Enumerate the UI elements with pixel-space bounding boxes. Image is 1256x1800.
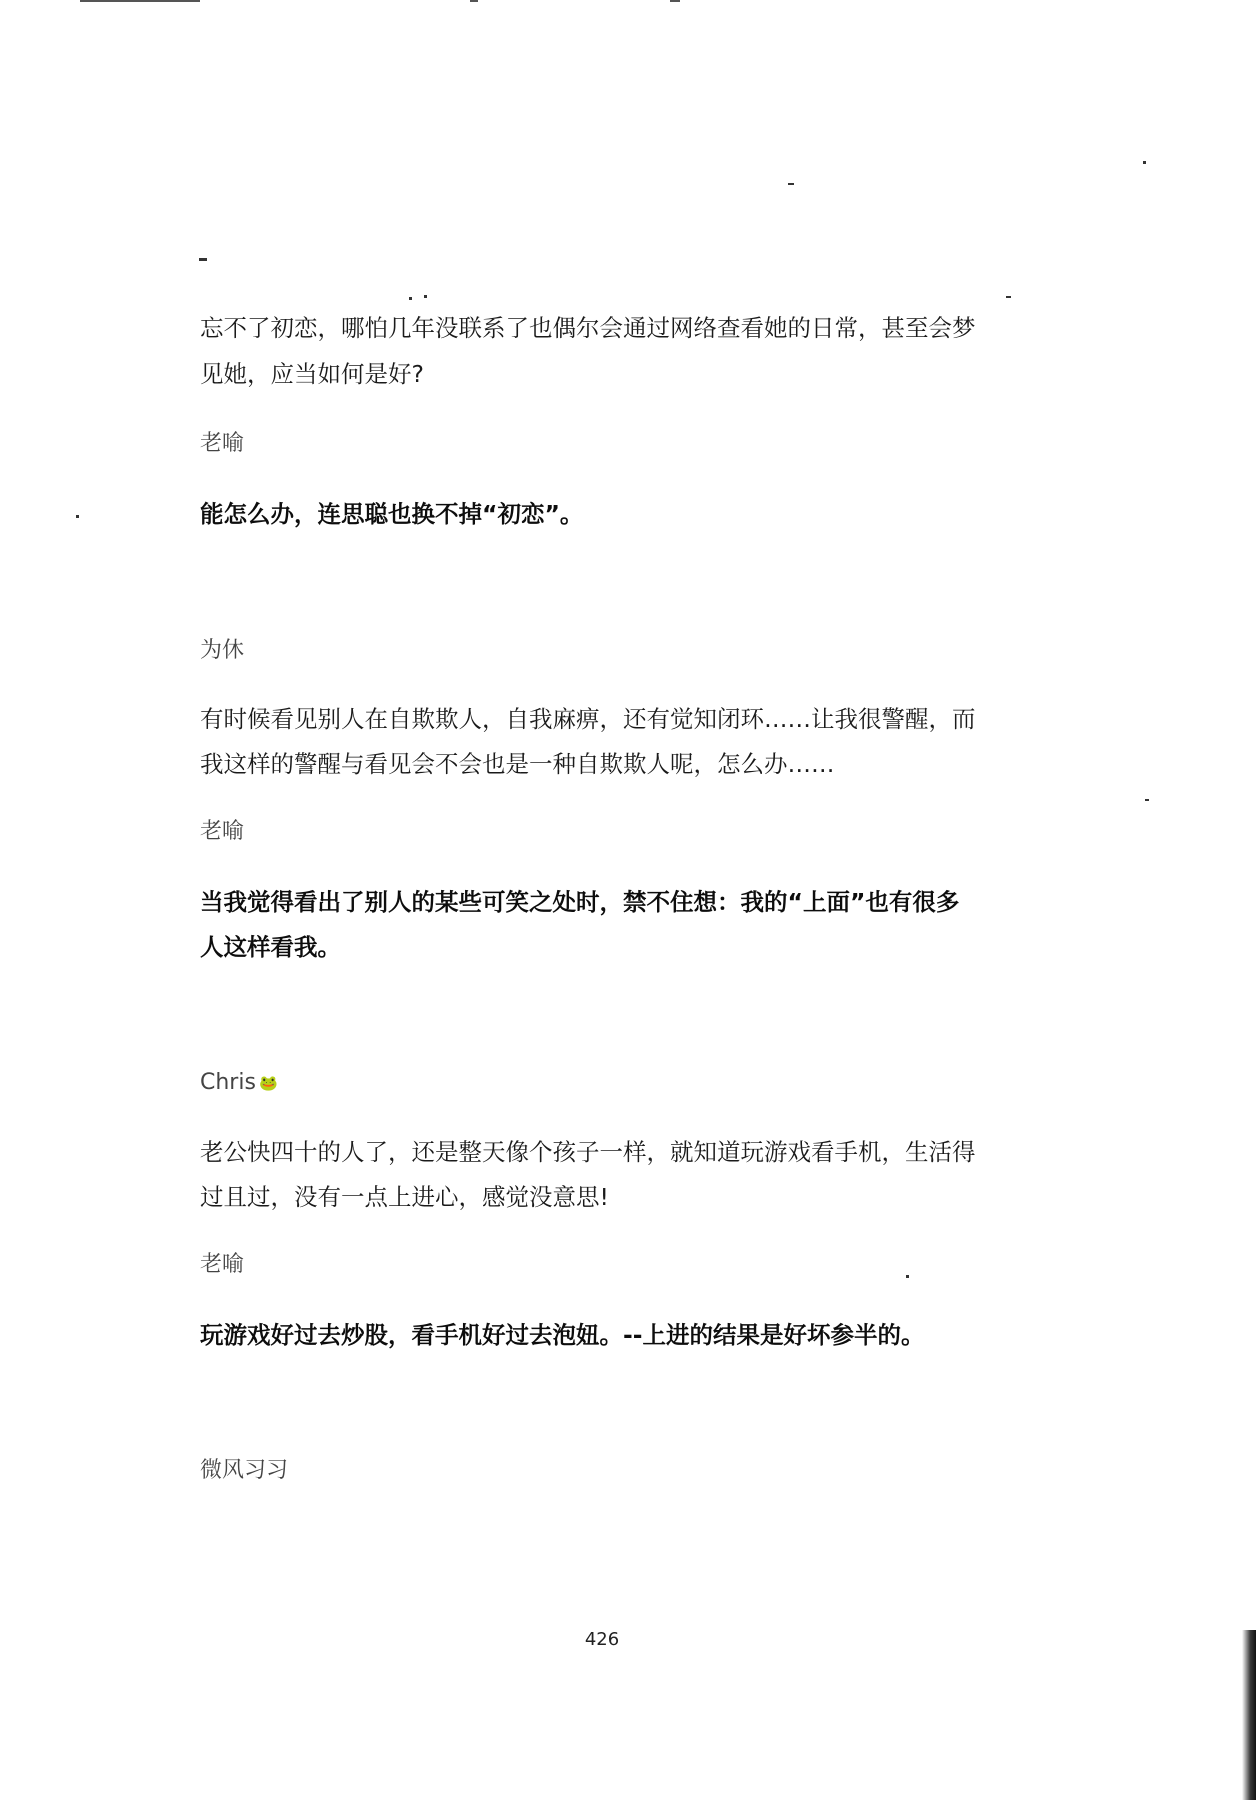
scan-speck bbox=[199, 258, 207, 261]
question-line: 我这样的警醒与看见会不会也是一种自欺欺人呢，怎么办…… bbox=[200, 750, 835, 778]
question-line: 见她，应当如何是好? bbox=[200, 360, 424, 388]
answer-line: 能怎么办，连思聪也换不掉“初恋”。 bbox=[200, 500, 584, 528]
scan-speck bbox=[409, 297, 412, 300]
scan-edge-mark bbox=[80, 0, 200, 2]
scan-speck bbox=[76, 515, 79, 518]
frog-emoji-icon: 🐸 bbox=[258, 1074, 278, 1092]
scan-page-edge-shadow bbox=[1242, 1630, 1256, 1800]
responder-name: 老喻 bbox=[200, 431, 245, 456]
asker-name: Chris bbox=[200, 1070, 256, 1095]
scan-speck bbox=[1145, 799, 1149, 801]
asker-name: 微风习习 bbox=[200, 1458, 289, 1483]
question-line: 过且过，没有一点上进心，感觉没意思! bbox=[200, 1183, 609, 1211]
question-line: 忘不了初恋，哪怕几年没联系了也偶尔会通过网络查看她的日常，甚至会梦 bbox=[200, 314, 976, 342]
scan-speck bbox=[1143, 161, 1146, 164]
asker-name: 为休 bbox=[200, 638, 245, 663]
scan-speck bbox=[906, 1275, 909, 1278]
answer-line: 人这样看我。 bbox=[200, 933, 341, 961]
scan-edge-mark bbox=[670, 0, 680, 2]
page-number: 426 bbox=[584, 1629, 620, 1650]
scan-speck bbox=[424, 295, 427, 298]
scan-speck bbox=[1006, 296, 1011, 298]
responder-name: 老喻 bbox=[200, 1252, 245, 1277]
asker-name-row bbox=[200, 1068, 278, 1098]
answer-line: 玩游戏好过去炒股，看手机好过去泡妞。--上进的结果是好坏参半的。 bbox=[200, 1321, 925, 1349]
question-line: 有时候看见别人在自欺欺人，自我麻痹，还有觉知闭环……让我很警醒，而 bbox=[200, 705, 976, 733]
question-line: 老公快四十的人了，还是整天像个孩子一样，就知道玩游戏看手机，生活得 bbox=[200, 1138, 976, 1166]
scan-edge-mark bbox=[470, 0, 478, 2]
responder-name: 老喻 bbox=[200, 819, 245, 844]
scan-speck bbox=[788, 183, 794, 185]
answer-line: 当我觉得看出了别人的某些可笑之处时，禁不住想：我的“上面”也有很多 bbox=[200, 888, 960, 916]
